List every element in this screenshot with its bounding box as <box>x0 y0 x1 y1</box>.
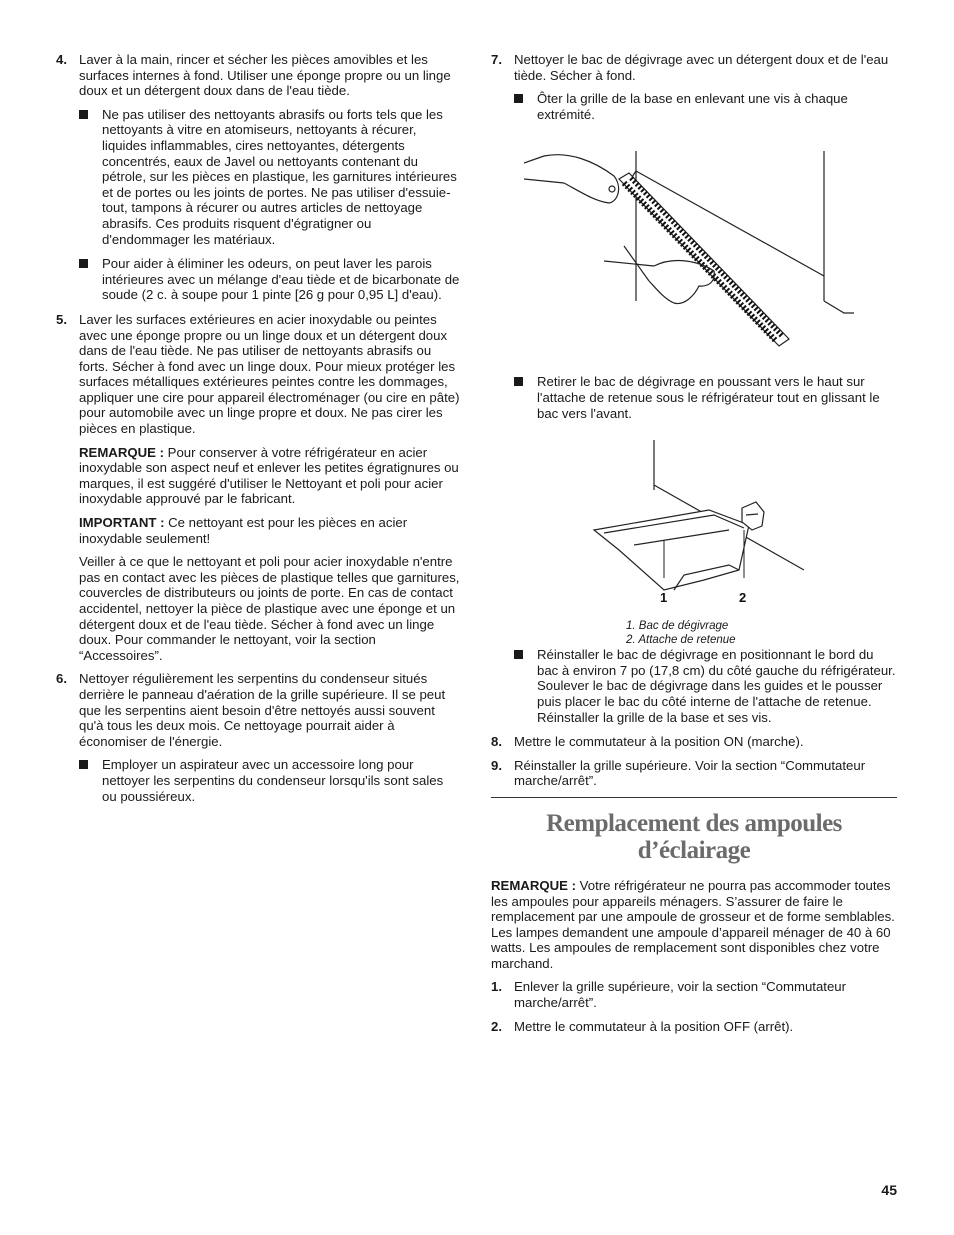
remarque-label: REMARQUE : <box>79 444 164 460</box>
right-column <box>491 52 897 1042</box>
bullet-item <box>79 256 461 303</box>
step-text: Nettoyer le bac de dégivrage avec un détergent doux et de l'eau tiède. Sécher à fond. <box>514 52 889 83</box>
step-text: Réinstaller la grille supérieure. Voir la section “Commutateur marche/arrêt”. <box>514 757 866 789</box>
important-note <box>79 515 461 546</box>
bullet-item <box>79 757 461 804</box>
callout-1: 1 <box>660 590 668 606</box>
drain-pan-drawing <box>514 430 844 615</box>
grille-removal-drawing <box>524 131 854 367</box>
step-6 <box>56 671 461 804</box>
step-text: Nettoyer régulièrement les serpentins du condenseur situés derrière le panneau d'aération de la grille supérieure. Il se peut que les serpentins aient besoin d'être nettoyés aussi souvent qu'à tous les deux mois. Ce nettoyage pourrait aider à économiser de l'énergie. <box>79 671 446 749</box>
bullet-text: Réinstaller le bac de dégivrage en positionnant le bord du bac à environ 7 po (17,8 cm) du côté gauche du réfrigérateur. Soulever le bac de dégivrage dans les guides et le pousser puis placer le bac du côté interne de l'attache de retenue. Réinstaller la grille de la base et ses vis. <box>537 647 896 725</box>
bullet-text: Ne pas utiliser des nettoyants abrasifs ou forts tels que les nettoyants à vitre en atomiseurs, nettoyants à récurer, liquides inflammables, cires nettoyantes, détergents concentrés, eaux de Javel ou nettoyants contenant du pétrole, sur les pièces en plastique, les garnitures intérieures et de portes ou les joints de portes. Ne pas utiliser d'essuie-tout, tampons à récurer ou autres articles de nettoyage abrasifs. Ces produits risquent d'égratigner ou d'endommager les matériaux. <box>102 106 457 247</box>
bullet-item <box>514 374 897 421</box>
step-text: Enlever la grille supérieure, voir la section “Commutateur marche/arrêt”. <box>514 979 847 1011</box>
bullet-square-icon <box>79 259 88 268</box>
bullet-square-icon <box>79 760 88 769</box>
remarque-note <box>491 878 897 972</box>
step-number: 7. <box>491 52 502 67</box>
step-text: Mettre le commutateur à la position ON (marche). <box>514 734 804 750</box>
remarque-label: REMARQUE : <box>491 877 576 893</box>
veiller-paragraph: Veiller à ce que le nettoyant et poli pour acier inoxydable n'entre pas en contact avec les pièces de plastique telles que garnitures, couvercles de distributeurs ou joints de porte. En cas de contact accidentel, nettoyer la pièce de plastique avec une éponge et un détergent doux et de l'eau tiède. Sécher à fond avec un linge doux. Pour commander le nettoyant, voir la section “Accessoires”. <box>79 554 460 663</box>
step-text: Laver les surfaces extérieures en acier inoxydable ou peintes avec une éponge propre ou un linge doux et un détergent doux dans de l'eau tiède. Ne pas utiliser de nettoyants abrasifs ou forts. Sécher à fond avec un linge doux. Pour mieux protéger les surfaces métalliques extérieures peintes contre les dommages, appliquer une cire pour appareil électroménager (ou cire en pâte) pour automobile avec un linge propre et doux. Ne pas cirer les pièces en plastique. <box>79 311 460 437</box>
left-column <box>56 52 461 813</box>
step-8 <box>491 734 897 750</box>
bullet-item <box>79 107 461 247</box>
step-7 <box>491 52 897 725</box>
bullet-square-icon <box>514 650 523 659</box>
step-number: 1. <box>491 979 502 995</box>
step-text: Mettre le commutateur à la position OFF (arrêt). <box>514 1018 794 1034</box>
heading-line-2: d’éclairage <box>637 836 751 864</box>
page-number: 45 <box>881 1182 897 1198</box>
figure-caption-1: 1. Bac de dégivrage <box>626 619 729 632</box>
step-4 <box>56 52 461 303</box>
remarque-text: Votre réfrigérateur ne pourra pas accommoder toutes les ampoules pour appareils ménagers. S’assurer de faire le remplacement par une ampoule de grosseur et de forme semblables. Les lampes demandent une ampoule d’appareil ménager de 40 à 60 watts. Les ampoules de remplacement sont disponibles chez votre marchand. <box>491 877 895 971</box>
step-1 <box>491 979 897 1010</box>
important-text: Ce nettoyant est pour les pièces en acier inoxydable seulement! <box>79 515 408 546</box>
bullet-text: Ôter la grille de la base en enlevant une vis à chaque extrémité. <box>537 91 848 122</box>
bullet-item <box>514 91 897 122</box>
section-divider <box>491 797 897 798</box>
heading-line-1: Remplacement des ampoules <box>546 809 842 837</box>
bullet-text: Pour aider à éliminer les odeurs, on peut laver les parois intérieures avec un mélange d'eau tiède et de bicarbonate de soude (2 c. à soupe pour 1 pinte [26 g pour 0,95 L] d'eau). <box>102 256 460 303</box>
step-text: Laver à la main, rincer et sécher les pièces amovibles et les surfaces internes à fond. Utiliser une éponge propre ou un linge doux et un détergent doux dans de l'eau tiède. <box>79 52 451 99</box>
drain-pan-illustration <box>514 430 897 647</box>
bullet-text: Employer un aspirateur avec un accessoire long pour nettoyer les serpentins du condenseur lorsqu'ils sont sales ou poussiéreux. <box>102 757 444 804</box>
step-number: 5. <box>56 311 67 327</box>
bullet-square-icon <box>514 377 523 386</box>
callout-2: 2 <box>739 590 747 606</box>
bullet-square-icon <box>514 94 523 103</box>
step-number: 6. <box>56 671 67 687</box>
step-number: 2. <box>491 1018 502 1034</box>
step-number: 8. <box>491 734 502 750</box>
figure-caption-2: 2. Attache de retenue <box>626 634 736 647</box>
remarque-note <box>79 445 461 507</box>
step-2 <box>491 1019 897 1035</box>
step-number: 9. <box>491 757 502 773</box>
section-heading <box>491 810 897 864</box>
step-5 <box>56 312 461 663</box>
important-label: IMPORTANT : <box>79 515 165 531</box>
bullet-item <box>514 647 897 725</box>
bullet-square-icon <box>79 110 88 119</box>
step-9 <box>491 758 897 789</box>
bullet-text: Retirer le bac de dégivrage en poussant vers le haut sur l'attache de retenue sous le réfrigérateur tout en glissant le bac vers l'avant. <box>537 374 880 421</box>
step-number: 4. <box>56 52 67 67</box>
remarque-text: Pour conserver à votre réfrigérateur en acier inoxydable son aspect neuf et enlever les petites égratignures ou marques, il est suggéré d'utiliser le Nettoyant et poli pour acier inoxydable approuvé par le fabricant. <box>79 444 459 507</box>
base-grille-illustration <box>524 131 897 367</box>
